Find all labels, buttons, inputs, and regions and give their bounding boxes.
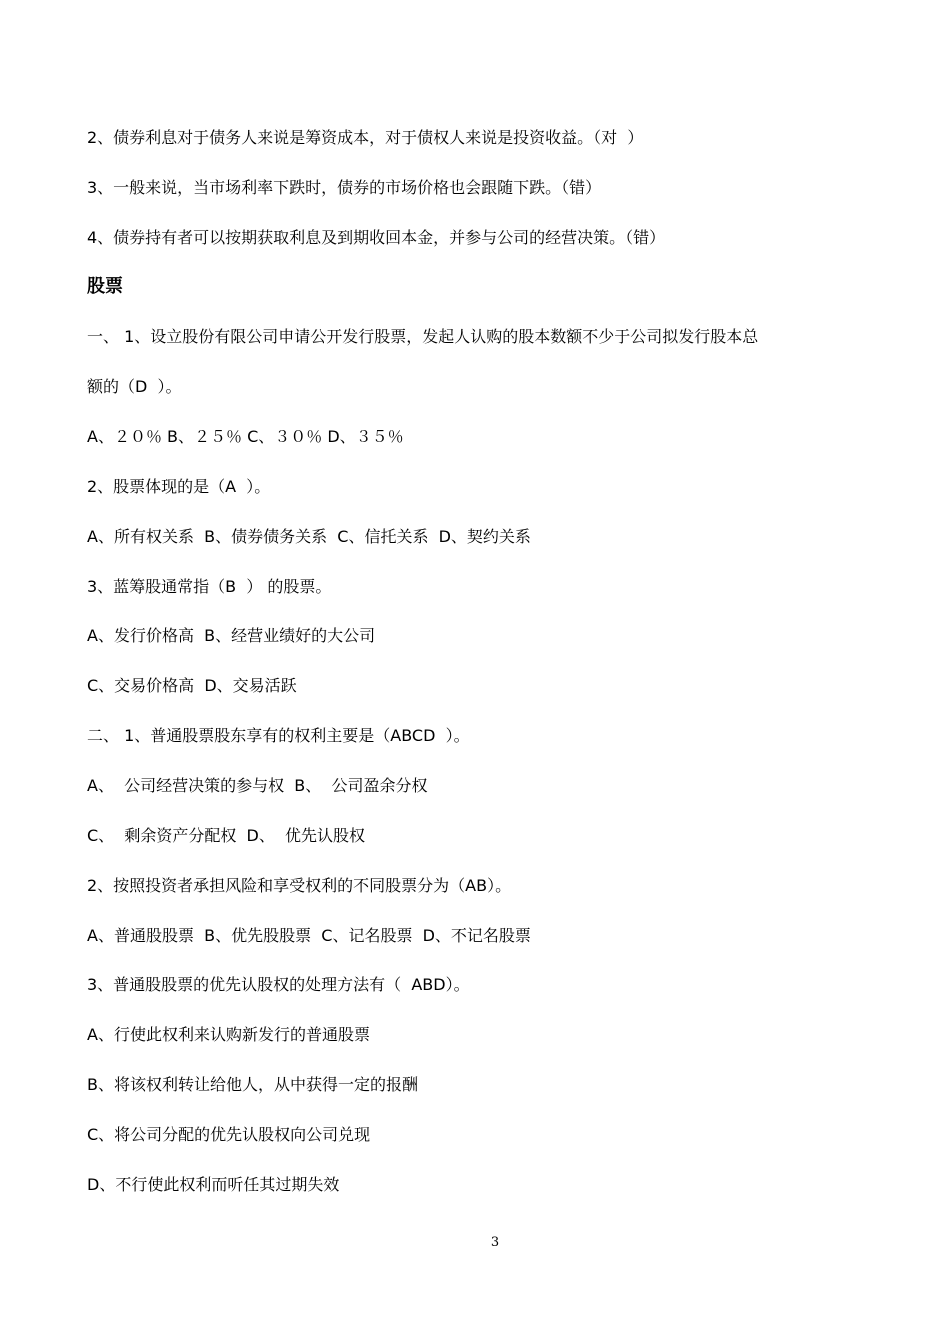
multi-choice-q3: 3、普通股股票的优先认股权的处理方法有（ ABD）。 bbox=[87, 975, 470, 994]
multi-choice-q1: 二、 1、普通股票股东享有的权利主要是（ABCD ）。 bbox=[87, 726, 470, 745]
single-choice-q2: 2、股票体现的是（A ）。 bbox=[87, 477, 271, 496]
multi-choice-q3-option-a: A、行使此权利来认购新发行的普通股票 bbox=[87, 1025, 370, 1044]
multi-choice-q3-option-c: C、将公司分配的优先认股权向公司兑现 bbox=[87, 1125, 371, 1144]
single-choice-q1-options: A、２０％ B、２５％ C、３０％ D、３５％ bbox=[87, 427, 404, 446]
multi-choice-q3-option-b: B、将该权利转让给他人，从中获得一定的报酬 bbox=[87, 1075, 418, 1094]
single-choice-q3-options-ab: A、发行价格高 B、经营业绩好的大公司 bbox=[87, 626, 376, 645]
single-choice-q2-options: A、所有权关系 B、债券债务关系 C、信托关系 D、契约关系 bbox=[87, 527, 531, 546]
section-title-stocks: 股票 bbox=[87, 276, 123, 297]
multi-choice-q1-options-cd: C、 剩余资产分配权 D、 优先认股权 bbox=[87, 826, 366, 845]
multi-choice-q3-option-d: D、不行使此权利而听任其过期失效 bbox=[87, 1175, 340, 1194]
bond-question-3: 3、一般来说，当市场利率下跌时，债券的市场价格也会跟随下跌。（错） bbox=[87, 178, 602, 197]
single-choice-q3: 3、蓝筹股通常指（B ） 的股票。 bbox=[87, 577, 332, 596]
single-choice-q3-options-cd: C、交易价格高 D、交易活跃 bbox=[87, 676, 297, 695]
single-choice-q1-line1: 一、 1、设立股份有限公司申请公开发行股票，发起人认购的股本数额不少于公司拟发行股本总 bbox=[87, 327, 759, 346]
page-number: 3 bbox=[490, 1235, 500, 1250]
multi-choice-q2-options: A、普通股股票 B、优先股股票 C、记名股票 D、不记名股票 bbox=[87, 926, 531, 945]
single-choice-q1-line2: 额的（D ）。 bbox=[87, 377, 182, 396]
bond-question-4: 4、债券持有者可以按期获取利息及到期收回本金，并参与公司的经营决策。（错） bbox=[87, 228, 666, 247]
multi-choice-q1-options-ab: A、 公司经营决策的参与权 B、 公司盈余分权 bbox=[87, 776, 428, 795]
bond-question-2: 2、债券利息对于债务人来说是筹资成本，对于债权人来说是投资收益。（对 ） bbox=[87, 128, 644, 147]
multi-choice-q2: 2、按照投资者承担风险和享受权利的不同股票分为（AB）。 bbox=[87, 876, 512, 895]
